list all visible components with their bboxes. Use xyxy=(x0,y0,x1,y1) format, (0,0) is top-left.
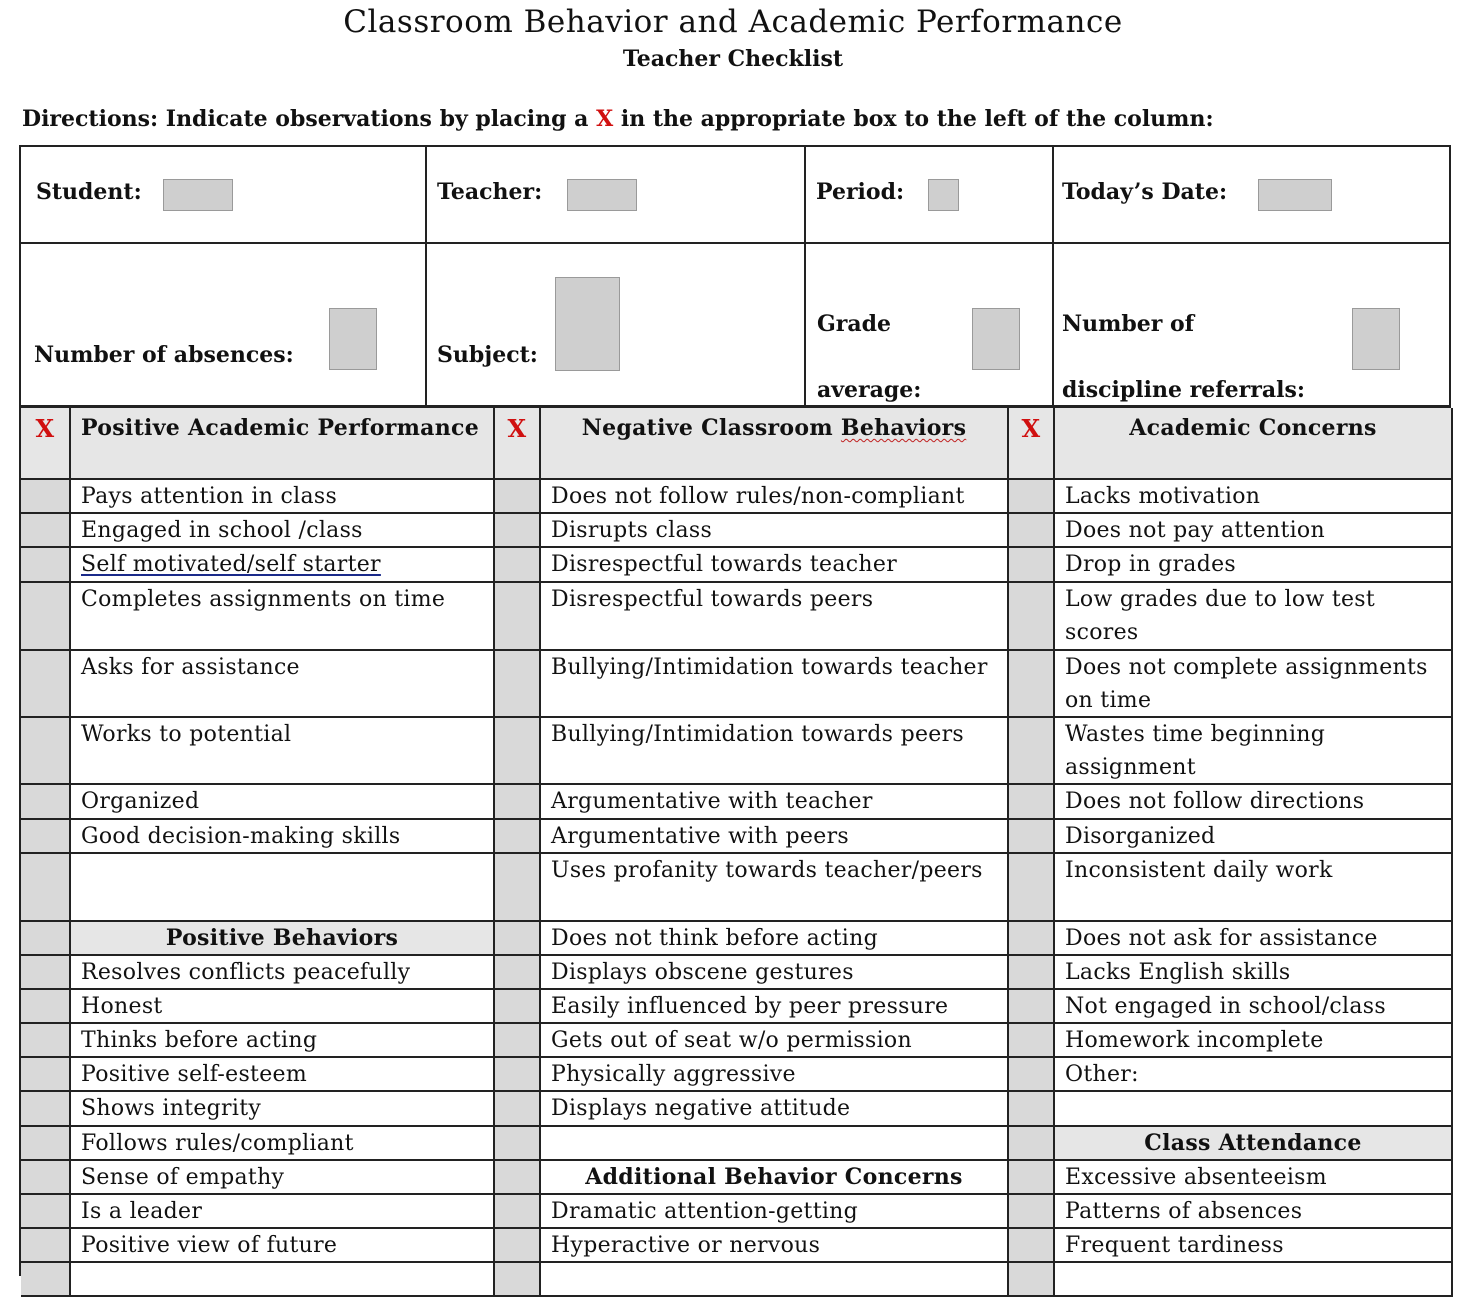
checkbox-displays-obscene-gestures[interactable] xyxy=(495,956,541,990)
list-item-bullying-intimidation-towards-peers: Bullying/Intimidation towards peers xyxy=(541,718,1009,785)
list-item-patterns-of-absences: Patterns of absences xyxy=(1055,1195,1453,1229)
list-item-organized: Organized xyxy=(71,785,495,820)
checkbox-not-engaged-in-school-class[interactable] xyxy=(1009,990,1055,1024)
checkbox-blank[interactable] xyxy=(495,1263,541,1297)
checkbox-dramatic-attention-getting[interactable] xyxy=(495,1195,541,1229)
list-item-engaged-in-school-class: Engaged in school /class xyxy=(71,514,495,548)
date-cell xyxy=(1052,145,1451,244)
checkbox-disrespectful-towards-teacher[interactable] xyxy=(495,548,541,583)
checkbox-frequent-tardiness[interactable] xyxy=(1009,1229,1055,1263)
checkbox-excessive-absenteeism[interactable] xyxy=(1009,1161,1055,1195)
student-info-table xyxy=(19,145,1451,407)
referrals-field[interactable] xyxy=(1352,308,1400,370)
list-item-uses-profanity-towards-teacher-peers: Uses profanity towards teacher/peers xyxy=(541,854,1009,922)
form-title: Classroom Behavior and Academic Performance xyxy=(343,4,1123,40)
checkbox-positive-self-esteem[interactable] xyxy=(21,1058,71,1092)
checkbox-blank[interactable] xyxy=(495,1127,541,1161)
checkbox-positive-view-of-future[interactable] xyxy=(21,1229,71,1263)
list-item-does-not-ask-for-assistance: Does not ask for assistance xyxy=(1055,922,1453,956)
checkbox-does-not-pay-attention[interactable] xyxy=(1009,514,1055,548)
list-item-does-not-follow-directions: Does not follow directions xyxy=(1055,785,1453,820)
list-item-does-not-think-before-acting: Does not think before acting xyxy=(541,922,1009,956)
list-item-blank xyxy=(71,854,495,922)
checkbox-lacks-english-skills[interactable] xyxy=(1009,956,1055,990)
period-cell xyxy=(804,145,1054,244)
date-label: Today’s Date: xyxy=(1062,179,1228,205)
section-spacer xyxy=(1009,1127,1055,1161)
list-item-disrespectful-towards-teacher: Disrespectful towards teacher xyxy=(541,548,1009,583)
directions xyxy=(22,106,1214,132)
checkbox-blank[interactable] xyxy=(21,1263,71,1297)
grade-average-field[interactable] xyxy=(972,308,1020,370)
teacher-label: Teacher: xyxy=(437,179,543,205)
checkbox-asks-for-assistance[interactable] xyxy=(21,651,71,718)
section-header-positive-behaviors: Positive Behaviors xyxy=(71,922,495,956)
referrals-label-line1: Number of xyxy=(1062,311,1195,337)
section-spacer xyxy=(495,1161,541,1195)
checkbox-disorganized[interactable] xyxy=(1009,820,1055,854)
date-field[interactable] xyxy=(1258,179,1332,211)
list-item-disrespectful-towards-peers: Disrespectful towards peers xyxy=(541,583,1009,651)
positive-academic-header: Positive Academic Performance xyxy=(71,408,495,480)
list-item-frequent-tardiness: Frequent tardiness xyxy=(1055,1229,1453,1263)
grade-label-line1: Grade xyxy=(817,311,892,337)
list-item-displays-negative-attitude: Displays negative attitude xyxy=(541,1092,1009,1127)
list-item-lacks-english-skills: Lacks English skills xyxy=(1055,956,1453,990)
checkbox-thinks-before-acting[interactable] xyxy=(21,1024,71,1058)
period-field[interactable] xyxy=(928,179,959,211)
list-item-hyperactive-or-nervous: Hyperactive or nervous xyxy=(541,1229,1009,1263)
checkbox-shows-integrity[interactable] xyxy=(21,1092,71,1127)
list-item-bullying-intimidation-towards-teacher: Bullying/Intimidation towards teacher xyxy=(541,651,1009,718)
checkbox-disrupts-class[interactable] xyxy=(495,514,541,548)
subject-label: Subject: xyxy=(437,342,538,368)
checkbox-low-grades-due-to-low-test-scores[interactable] xyxy=(1009,583,1055,651)
list-item-follows-rules-compliant: Follows rules/compliant xyxy=(71,1127,495,1161)
checkbox-drop-in-grades[interactable] xyxy=(1009,548,1055,583)
directions-text-start: Directions: Indicate observations by placing a xyxy=(22,106,597,132)
student-cell xyxy=(19,145,427,244)
academic-concerns-header: Academic Concerns xyxy=(1055,408,1453,480)
list-item-works-to-potential: Works to potential xyxy=(71,718,495,785)
checkbox-disrespectful-towards-peers[interactable] xyxy=(495,583,541,651)
checkbox-lacks-motivation[interactable] xyxy=(1009,480,1055,514)
checkbox-inconsistent-daily-work[interactable] xyxy=(1009,854,1055,922)
list-item-excessive-absenteeism: Excessive absenteeism xyxy=(1055,1161,1453,1195)
negative-behaviors-header-text: Negative Classroom xyxy=(581,415,841,441)
section-spacer xyxy=(21,922,71,956)
checkbox-engaged-in-school-class[interactable] xyxy=(21,514,71,548)
list-item-good-decision-making-skills: Good decision-making skills xyxy=(71,820,495,854)
student-label: Student: xyxy=(36,179,142,205)
list-item-blank xyxy=(541,1263,1009,1297)
list-item-asks-for-assistance: Asks for assistance xyxy=(71,651,495,718)
list-item-blank xyxy=(71,1263,495,1297)
grade-average-cell xyxy=(804,242,1054,407)
checkbox-argumentative-with-peers[interactable] xyxy=(495,820,541,854)
checklist-table xyxy=(19,406,1451,1276)
list-item-not-engaged-in-school-class: Not engaged in school/class xyxy=(1055,990,1453,1024)
referrals-label-line2: discipline referrals: xyxy=(1062,377,1305,403)
list-item-does-not-complete-assignments-on-time: Does not complete assignments on time xyxy=(1055,651,1453,718)
checkbox-does-not-ask-for-assistance[interactable] xyxy=(1009,922,1055,956)
referrals-cell xyxy=(1052,242,1451,407)
checkbox-blank[interactable] xyxy=(1009,1263,1055,1297)
list-item-disorganized: Disorganized xyxy=(1055,820,1453,854)
section-header-additional-behavior-concerns: Additional Behavior Concerns xyxy=(541,1161,1009,1195)
checkbox-argumentative-with-teacher[interactable] xyxy=(495,785,541,820)
subject-field[interactable] xyxy=(555,277,620,371)
directions-x-mark: X xyxy=(596,106,614,132)
checkbox-completes-assignments-on-time[interactable] xyxy=(21,583,71,651)
checkbox-physically-aggressive[interactable] xyxy=(495,1058,541,1092)
list-item-dramatic-attention-getting: Dramatic attention-getting xyxy=(541,1195,1009,1229)
checkbox-bullying-intimidation-towards-teacher[interactable] xyxy=(495,651,541,718)
absences-cell xyxy=(19,242,427,407)
list-item-completes-assignments-on-time: Completes assignments on time xyxy=(71,583,495,651)
checkbox-does-not-follow-directions[interactable] xyxy=(1009,785,1055,820)
checkbox-follows-rules-compliant[interactable] xyxy=(21,1127,71,1161)
absences-label: Number of absences: xyxy=(34,342,294,368)
checkbox-good-decision-making-skills[interactable] xyxy=(21,820,71,854)
list-item-blank xyxy=(541,1127,1009,1161)
list-item-positive-self-esteem: Positive self-esteem xyxy=(71,1058,495,1092)
list-item-positive-view-of-future: Positive view of future xyxy=(71,1229,495,1263)
list-item-resolves-conflicts-peacefully: Resolves conflicts peacefully xyxy=(71,956,495,990)
subject-cell xyxy=(425,242,806,407)
negative-behaviors-header-word: Behaviors xyxy=(840,415,967,441)
list-item-thinks-before-acting: Thinks before acting xyxy=(71,1024,495,1058)
checkbox-does-not-complete-assignments-on-time[interactable] xyxy=(1009,651,1055,718)
list-item-blank xyxy=(1055,1092,1453,1127)
checkbox-does-not-think-before-acting[interactable] xyxy=(495,922,541,956)
list-item-displays-obscene-gestures: Displays obscene gestures xyxy=(541,956,1009,990)
checkbox-wastes-time-beginning-assignment[interactable] xyxy=(1009,718,1055,785)
list-item-is-a-leader: Is a leader xyxy=(71,1195,495,1229)
list-item-pays-attention-in-class: Pays attention in class xyxy=(71,480,495,514)
checkbox-uses-profanity-towards-teacher-peers[interactable] xyxy=(495,854,541,922)
checkbox-pays-attention-in-class[interactable] xyxy=(21,480,71,514)
grade-label-line2: average: xyxy=(817,377,922,403)
checkbox-works-to-potential[interactable] xyxy=(21,718,71,785)
list-item-sense-of-empathy: Sense of empathy xyxy=(71,1161,495,1195)
checkbox-resolves-conflicts-peacefully[interactable] xyxy=(21,956,71,990)
form-subtitle: Teacher Checklist xyxy=(622,46,844,72)
list-item-other: Other: xyxy=(1055,1058,1453,1092)
student-field[interactable] xyxy=(163,179,233,211)
list-item-physically-aggressive: Physically aggressive xyxy=(541,1058,1009,1092)
checkbox-blank[interactable] xyxy=(1009,1092,1055,1127)
list-item-argumentative-with-teacher: Argumentative with teacher xyxy=(541,785,1009,820)
list-item-inconsistent-daily-work: Inconsistent daily work xyxy=(1055,854,1453,922)
checkbox-is-a-leader[interactable] xyxy=(21,1195,71,1229)
directions-text-end: in the appropriate box to the left of the column: xyxy=(613,106,1214,132)
checkbox-sense-of-empathy[interactable] xyxy=(21,1161,71,1195)
checkbox-patterns-of-absences[interactable] xyxy=(1009,1195,1055,1229)
list-item-low-grades-due-to-low-test-scores: Low grades due to low test scores xyxy=(1055,583,1453,651)
section-header-class-attendance: Class Attendance xyxy=(1055,1127,1453,1161)
list-item-shows-integrity: Shows integrity xyxy=(71,1092,495,1127)
checkbox-bullying-intimidation-towards-peers[interactable] xyxy=(495,718,541,785)
column-x-header: X xyxy=(495,408,541,480)
negative-behaviors-header xyxy=(541,408,1009,480)
list-item-lacks-motivation: Lacks motivation xyxy=(1055,480,1453,514)
list-item-homework-incomplete: Homework incomplete xyxy=(1055,1024,1453,1058)
list-item-gets-out-of-seat-w-o-permission: Gets out of seat w/o permission xyxy=(541,1024,1009,1058)
list-item-blank xyxy=(1055,1263,1453,1297)
checkbox-self-motivated-self-starter[interactable] xyxy=(21,548,71,583)
checkbox-other[interactable] xyxy=(1009,1058,1055,1092)
checkbox-easily-influenced-by-peer-pressure[interactable] xyxy=(495,990,541,1024)
column-x-header: X xyxy=(21,408,71,480)
checkbox-homework-incomplete[interactable] xyxy=(1009,1024,1055,1058)
list-item-drop-in-grades: Drop in grades xyxy=(1055,548,1453,583)
list-item-self-motivated-self-starter: Self motivated/self starter xyxy=(71,548,495,583)
teacher-field[interactable] xyxy=(567,179,637,211)
checkbox-blank[interactable] xyxy=(21,854,71,922)
checkbox-displays-negative-attitude[interactable] xyxy=(495,1092,541,1127)
checkbox-does-not-follow-rules-non-compliant[interactable] xyxy=(495,480,541,514)
list-item-wastes-time-beginning-assignment: Wastes time beginning assignment xyxy=(1055,718,1453,785)
teacher-cell xyxy=(425,145,806,244)
period-label: Period: xyxy=(816,179,905,205)
list-item-does-not-follow-rules-non-compliant: Does not follow rules/non-compliant xyxy=(541,480,1009,514)
list-item-does-not-pay-attention: Does not pay attention xyxy=(1055,514,1453,548)
checkbox-gets-out-of-seat-w-o-permission[interactable] xyxy=(495,1024,541,1058)
checkbox-honest[interactable] xyxy=(21,990,71,1024)
list-item-argumentative-with-peers: Argumentative with peers xyxy=(541,820,1009,854)
absences-field[interactable] xyxy=(329,308,377,370)
checkbox-hyperactive-or-nervous[interactable] xyxy=(495,1229,541,1263)
checkbox-organized[interactable] xyxy=(21,785,71,820)
list-item-easily-influenced-by-peer-pressure: Easily influenced by peer pressure xyxy=(541,990,1009,1024)
list-item-honest: Honest xyxy=(71,990,495,1024)
column-x-header: X xyxy=(1009,408,1055,480)
list-item-disrupts-class: Disrupts class xyxy=(541,514,1009,548)
